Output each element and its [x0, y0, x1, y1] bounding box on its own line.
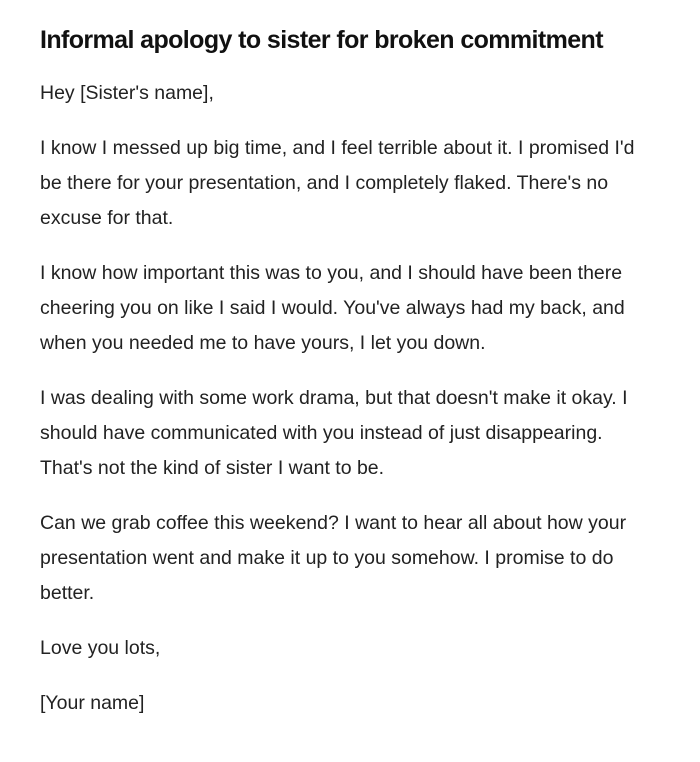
letter-paragraph-3: I was dealing with some work drama, but that doesn't make it okay. I should have communicated with you instead of just disappearing. That's not the kind of sister I want to be. — [40, 387, 628, 479]
letter-paragraph-2: I know how important this was to you, and I should have been there cheering you on like I said I would. You've always had my back, and when you needed me to have yours, I let you down. — [40, 262, 625, 354]
letter-signature: [Your name] — [40, 692, 145, 714]
letter-paragraph-1: I know I messed up big time, and I feel terrible about it. I promised I'd be there for your presentation, and I completely flaked. There's no excuse for that. — [40, 137, 635, 229]
document-title: Informal apology to sister for broken commitment — [40, 26, 603, 54]
letter-document — [40, 22, 660, 741]
letter-greeting: Hey [Sister's name], — [40, 82, 214, 104]
letter-paragraph-4: Can we grab coffee this weekend? I want to hear all about how your presentation went and make it up to you somehow. I promise to do better. — [40, 512, 627, 604]
letter-closing: Love you lots, — [40, 637, 161, 659]
